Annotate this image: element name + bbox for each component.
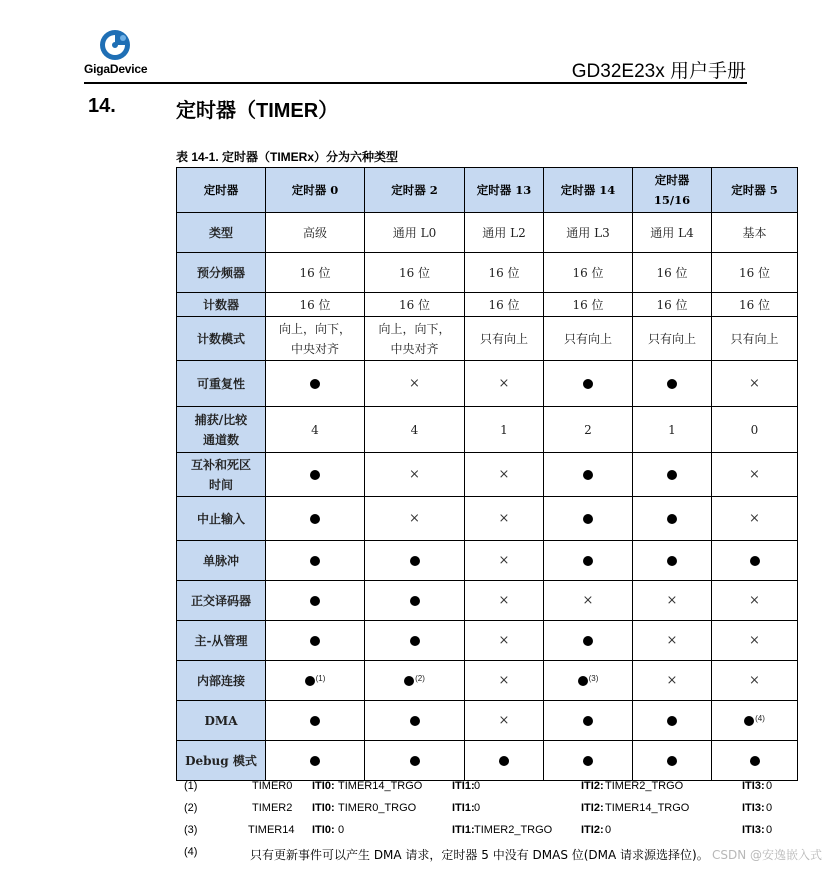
- table-cell: [365, 361, 465, 407]
- table-row: [177, 317, 798, 361]
- cell-value: 1: [500, 422, 508, 437]
- table-row: [177, 661, 798, 701]
- footnote-i3k: ITI3:: [742, 780, 765, 792]
- footnote-i3v: 0: [766, 802, 773, 814]
- table-cell: [266, 541, 365, 581]
- table-row: [177, 701, 798, 741]
- row-label: DMA: [177, 701, 266, 741]
- table-cell: [712, 701, 798, 741]
- cell-value: 16 位: [398, 265, 431, 280]
- footnote-row: [176, 824, 796, 844]
- cell-value: 16 位: [488, 297, 520, 312]
- not-supported-icon: ×: [666, 633, 678, 648]
- supported-dot-icon: [310, 470, 320, 480]
- footnote-timer: TIMER14: [248, 824, 295, 836]
- table-cell: [465, 213, 544, 253]
- table-cell: [365, 253, 465, 293]
- table-cell: [465, 661, 544, 701]
- table-cell: [633, 361, 712, 407]
- not-supported-icon: ×: [749, 511, 760, 526]
- table-cell: [544, 701, 633, 741]
- table-cell: [465, 741, 544, 781]
- table-cell: [633, 701, 712, 741]
- table-cell: [465, 361, 544, 407]
- cell-value: 16 位: [299, 265, 331, 280]
- cell-value: 向上，向下，中央对齐: [378, 321, 451, 356]
- table-cell: [266, 661, 365, 701]
- supported-dot-icon: [310, 514, 320, 524]
- cell-value: 通用 L0: [392, 225, 437, 240]
- table-cell: [465, 497, 544, 541]
- column-header: 定时器 14: [544, 168, 633, 213]
- footnote-row: [176, 846, 796, 866]
- table-cell: [633, 541, 712, 581]
- cell-value: 2: [584, 422, 592, 437]
- table-cell: [544, 213, 633, 253]
- table-cell: [633, 581, 712, 621]
- table-cell: [633, 621, 712, 661]
- table-cell: [465, 293, 544, 317]
- table-cell: [712, 293, 798, 317]
- table-cell: [365, 581, 465, 621]
- supported-dot-icon: [578, 676, 588, 686]
- table-cell: [365, 293, 465, 317]
- supported-dot-icon: [410, 596, 420, 606]
- table-cell: [633, 253, 712, 293]
- supported-dot-icon: [667, 556, 677, 566]
- watermark: CSDN @安逸嵌入式: [711, 848, 822, 862]
- footnote-timer: TIMER2: [252, 802, 293, 814]
- table-cell: [712, 407, 798, 453]
- table-header-row: [177, 168, 798, 213]
- footnote-num: (4): [184, 846, 198, 858]
- table-cell: [712, 741, 798, 781]
- section-title: 定时器（TIMER）: [176, 100, 339, 122]
- gigadevice-logo: [84, 28, 154, 78]
- table-cell: [365, 317, 465, 361]
- footnote-i2k: ITI2:: [581, 780, 604, 792]
- cell-value: 只有向上: [647, 331, 696, 346]
- column-header: 定时器 2: [365, 168, 465, 213]
- table-cell: [633, 407, 712, 453]
- table-cell: [544, 661, 633, 701]
- footnote-marker: (4): [755, 713, 765, 723]
- table-cell: [712, 541, 798, 581]
- cell-value: 0: [750, 422, 759, 437]
- not-supported-icon: ×: [666, 673, 678, 688]
- table-cell: [365, 213, 465, 253]
- not-supported-icon: ×: [749, 376, 760, 391]
- table-cell: [544, 497, 633, 541]
- table-cell: [465, 701, 544, 741]
- supported-dot-icon: [667, 514, 677, 524]
- row-label: 计数器: [177, 293, 266, 317]
- not-supported-icon: ×: [409, 467, 420, 482]
- table-row: [177, 293, 798, 317]
- table-cell: [266, 407, 365, 453]
- footnote-marker: (3): [588, 673, 599, 683]
- table-row: [177, 497, 798, 541]
- supported-dot-icon: [310, 716, 320, 726]
- table-row: [177, 621, 798, 661]
- table-cell: [544, 407, 633, 453]
- row-label: 单脉冲: [177, 541, 266, 581]
- document-title: GD32E23x 用户手册: [571, 61, 746, 82]
- table-cell: [633, 453, 712, 497]
- not-supported-icon: ×: [498, 593, 510, 608]
- footnote-i0k: ITI0:: [312, 824, 335, 836]
- table-cell: [633, 317, 712, 361]
- supported-dot-icon: [667, 756, 677, 766]
- table-cell: [266, 741, 365, 781]
- cell-value: 只有向上: [730, 331, 779, 346]
- table-cell: [365, 661, 465, 701]
- table-cell: [712, 581, 798, 621]
- footnote-i2v: TIMER2_TRGO: [605, 780, 684, 792]
- supported-dot-icon: [583, 379, 593, 389]
- table-cell: [365, 497, 465, 541]
- row-label: 捕获/比较通道数: [177, 407, 266, 453]
- cell-value: 只有向上: [563, 331, 612, 346]
- supported-dot-icon: [310, 596, 320, 606]
- table-cell: [266, 621, 365, 661]
- supported-dot-icon: [744, 716, 754, 726]
- table-cell: [365, 453, 465, 497]
- footnote-num: (1): [184, 780, 198, 792]
- footnote-i3k: ITI3:: [742, 802, 765, 814]
- not-supported-icon: ×: [498, 553, 510, 568]
- table-row: [177, 253, 798, 293]
- table-cell: [266, 317, 365, 361]
- supported-dot-icon: [410, 556, 420, 566]
- footnote-i2k: ITI2:: [581, 802, 604, 814]
- footnote-i0v: TIMER14_TRGO: [338, 780, 423, 792]
- column-header: 定时器 13: [465, 168, 544, 213]
- supported-dot-icon: [583, 556, 593, 566]
- cell-value: 基本: [742, 225, 767, 240]
- table-cell: [712, 621, 798, 661]
- table-cell: [544, 581, 633, 621]
- footnote-i2v: TIMER14_TRGO: [605, 802, 690, 814]
- footnote-i3v: 0: [766, 780, 773, 792]
- footnote-text: 只有更新事件可以产生 DMA 请求，定时器 5 中没有 DMAS 位(DMA 请求源选择位)。: [250, 848, 709, 862]
- table-cell: [266, 581, 365, 621]
- table-cell: [712, 253, 798, 293]
- table-cell: [266, 293, 365, 317]
- footnote-marker: (2): [415, 673, 425, 683]
- cell-value: 通用 L2: [482, 225, 526, 240]
- footnote-marker: (1): [315, 673, 326, 683]
- row-label: 主-从管理: [177, 621, 266, 661]
- supported-dot-icon: [583, 716, 593, 726]
- cell-value: 16 位: [398, 297, 431, 312]
- cell-value: 16 位: [572, 297, 604, 312]
- cell-value: 16 位: [572, 265, 604, 280]
- supported-dot-icon: [310, 756, 320, 766]
- table-cell: [712, 213, 798, 253]
- table-row: [177, 581, 798, 621]
- footnote-i1k: ITI1:: [452, 780, 475, 792]
- table-row: [177, 541, 798, 581]
- table-cell: [365, 701, 465, 741]
- not-supported-icon: ×: [498, 633, 510, 648]
- table-cell: [266, 453, 365, 497]
- supported-dot-icon: [583, 636, 593, 646]
- table-cell: [544, 541, 633, 581]
- supported-dot-icon: [750, 756, 760, 766]
- supported-dot-icon: [750, 556, 760, 566]
- column-header: 定时器 5: [712, 168, 798, 213]
- table-cell: [465, 621, 544, 661]
- table-cell: [712, 661, 798, 701]
- table-cell: [465, 581, 544, 621]
- not-supported-icon: ×: [749, 673, 760, 688]
- table-cell: [365, 541, 465, 581]
- table-cell: [266, 701, 365, 741]
- table-row: [177, 361, 798, 407]
- cell-value: 只有向上: [479, 331, 528, 346]
- header-rule: [84, 82, 747, 84]
- footnote-i1v: TIMER2_TRGO: [474, 824, 553, 836]
- footnote-i2k: ITI2:: [581, 824, 604, 836]
- footnote-num: (2): [184, 802, 198, 814]
- table-cell: [544, 293, 633, 317]
- cell-value: 高级: [302, 225, 327, 240]
- table-row: [177, 407, 798, 453]
- footnote-i0v: 0: [338, 824, 345, 836]
- table-row: [177, 741, 798, 781]
- supported-dot-icon: [410, 716, 420, 726]
- table-cell: [465, 317, 544, 361]
- row-label: 类型: [177, 213, 266, 253]
- not-supported-icon: ×: [498, 673, 510, 688]
- table-cell: [465, 541, 544, 581]
- table-cell: [465, 453, 544, 497]
- supported-dot-icon: [310, 556, 320, 566]
- footnote-num: (3): [184, 824, 198, 836]
- table-cell: [544, 741, 633, 781]
- supported-dot-icon: [583, 514, 593, 524]
- not-supported-icon: ×: [666, 593, 678, 608]
- footnote-i2v: 0: [605, 824, 612, 836]
- table-cell: [633, 661, 712, 701]
- footnote-i0v: TIMER0_TRGO: [338, 802, 417, 814]
- table-cell: [266, 497, 365, 541]
- timer-types-table: [176, 167, 798, 781]
- row-label: 中止输入: [177, 497, 266, 541]
- not-supported-icon: ×: [749, 633, 760, 648]
- cell-value: 通用 L3: [566, 225, 610, 240]
- table-cell: [544, 361, 633, 407]
- row-label: 可重复性: [177, 361, 266, 407]
- footnote-i1v: 0: [474, 802, 481, 814]
- not-supported-icon: ×: [749, 467, 760, 482]
- section-number: 14.: [88, 95, 116, 117]
- supported-dot-icon: [583, 470, 593, 480]
- table-caption: 表 14-1. 定时器（TIMERx）分为六种类型: [176, 150, 399, 164]
- table-cell: [266, 213, 365, 253]
- cell-value: 4: [410, 422, 419, 437]
- table-row: [177, 213, 798, 253]
- table-cell: [712, 497, 798, 541]
- supported-dot-icon: [667, 379, 677, 389]
- not-supported-icon: ×: [582, 593, 594, 608]
- not-supported-icon: ×: [409, 376, 420, 391]
- cell-value: 通用 L4: [650, 225, 694, 240]
- supported-dot-icon: [305, 676, 315, 686]
- table-cell: [712, 317, 798, 361]
- footnote-i1k: ITI1:: [452, 824, 475, 836]
- table-cell: [365, 407, 465, 453]
- table-cell: [465, 253, 544, 293]
- table-cell: [544, 253, 633, 293]
- supported-dot-icon: [404, 676, 414, 686]
- column-header: 定时器 0: [266, 168, 365, 213]
- table-cell: [712, 361, 798, 407]
- cell-value: 4: [311, 422, 319, 437]
- table-cell: [266, 253, 365, 293]
- logo-mark-icon: [98, 28, 132, 62]
- not-supported-icon: ×: [749, 593, 760, 608]
- supported-dot-icon: [667, 470, 677, 480]
- footnote-i0k: ITI0:: [312, 802, 335, 814]
- footnote-row: [176, 780, 796, 800]
- table-cell: [544, 453, 633, 497]
- table-cell: [365, 741, 465, 781]
- supported-dot-icon: [667, 716, 677, 726]
- not-supported-icon: ×: [409, 511, 420, 526]
- footnote-i0k: ITI0:: [312, 780, 335, 792]
- table-cell: [633, 497, 712, 541]
- cell-value: 16 位: [656, 297, 688, 312]
- not-supported-icon: ×: [498, 467, 510, 482]
- row-label: 内部连接: [177, 661, 266, 701]
- supported-dot-icon: [499, 756, 509, 766]
- column-header: 定时器: [177, 168, 266, 213]
- supported-dot-icon: [310, 379, 320, 389]
- table-cell: [633, 741, 712, 781]
- footnote-i1v: 0: [474, 780, 481, 792]
- footnote-i1k: ITI1:: [452, 802, 475, 814]
- table-cell: [633, 293, 712, 317]
- cell-value: 1: [668, 422, 676, 437]
- footnote-row: [176, 802, 796, 822]
- table-cell: [266, 361, 365, 407]
- footnote-timer: TIMER0: [252, 780, 293, 792]
- cell-value: 16 位: [738, 297, 771, 312]
- not-supported-icon: ×: [498, 511, 510, 526]
- table-cell: [544, 621, 633, 661]
- cell-value: 16 位: [738, 265, 771, 280]
- table-cell: [712, 453, 798, 497]
- cell-value: 16 位: [656, 265, 688, 280]
- table-cell: [465, 407, 544, 453]
- table-cell: [633, 213, 712, 253]
- footnote-i3k: ITI3:: [742, 824, 765, 836]
- cell-value: 16 位: [299, 297, 331, 312]
- table-cell: [544, 317, 633, 361]
- table-row: [177, 453, 798, 497]
- supported-dot-icon: [310, 636, 320, 646]
- supported-dot-icon: [410, 636, 420, 646]
- row-label: 互补和死区时间: [177, 453, 266, 497]
- cell-value: 16 位: [488, 265, 520, 280]
- row-label: 计数模式: [177, 317, 266, 361]
- row-label: 正交译码器: [177, 581, 266, 621]
- logo-text: GigaDevice: [84, 62, 148, 76]
- table-cell: [365, 621, 465, 661]
- footnote-i3v: 0: [766, 824, 773, 836]
- row-label: Debug 模式: [177, 741, 266, 781]
- row-label: 预分频器: [177, 253, 266, 293]
- supported-dot-icon: [410, 756, 420, 766]
- not-supported-icon: ×: [498, 376, 510, 391]
- cell-value: 向上，向下，中央对齐: [278, 321, 351, 356]
- column-header: 定时器 15/16: [633, 168, 712, 213]
- not-supported-icon: ×: [498, 713, 510, 728]
- supported-dot-icon: [583, 756, 593, 766]
